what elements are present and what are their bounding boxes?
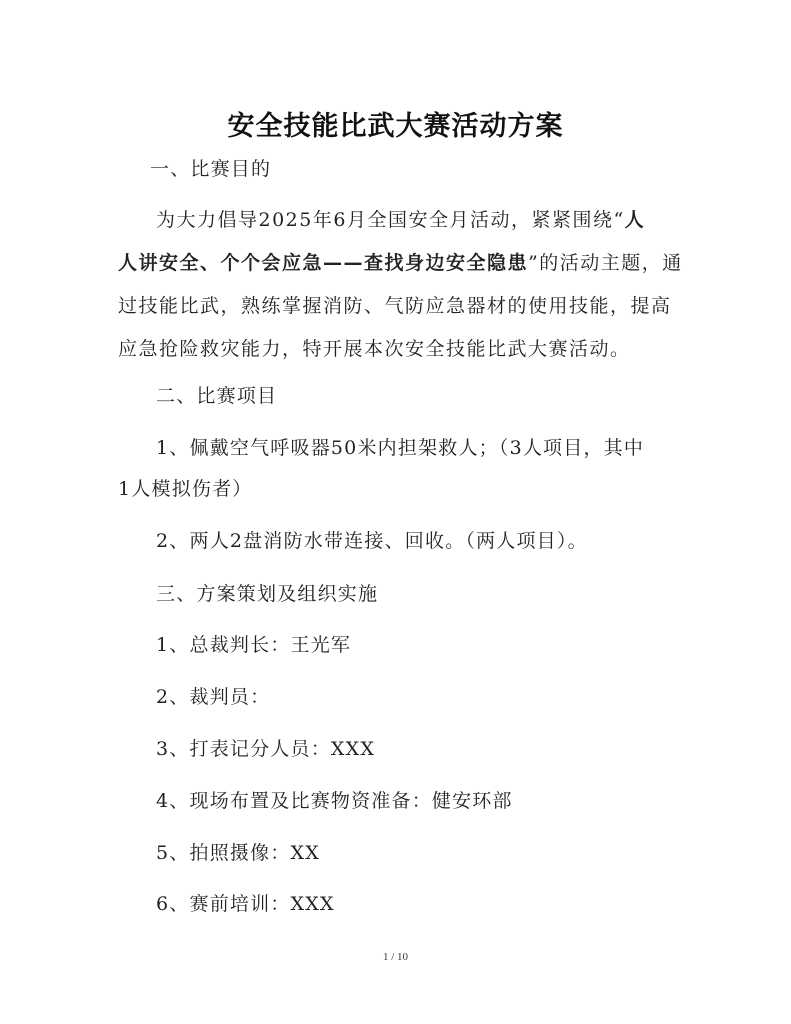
section-heading-purpose: 一、比赛目的 (150, 158, 272, 180)
intro-line-1: 为大力倡导2025年6月全国安全月活动，紧紧围绕“人 (156, 209, 646, 231)
org-item-1: 1、总裁判长：王光军 (156, 634, 352, 656)
item-2: 2、两人2盘消防水带连接、回收。（两人项目）。 (156, 530, 588, 552)
section-heading-organization: 三、方案策划及组织实施 (156, 583, 379, 605)
intro-line-4: 应急抢险救灾能力，特开展本次安全技能比武大赛活动。 (118, 338, 631, 360)
org-item-6: 6、赛前培训：XXX (156, 893, 335, 915)
org-item-4: 4、现场布置及比赛物资准备：健安环部 (156, 790, 513, 812)
page-number: 1 / 10 (382, 951, 409, 963)
document-title: 安全技能比武大赛活动方案 (227, 111, 564, 142)
intro-paragraph (118, 199, 683, 371)
org-item-2: 2、裁判员： (156, 686, 271, 708)
org-item-5: 5、拍照摄像：XX (156, 842, 320, 864)
org-item-3: 3、打表记分人员：XXX (156, 738, 376, 760)
intro-line-2: 人讲安全、个个会应急——查找身边安全隐患”的活动主题，通 (118, 252, 683, 274)
item-1-line-2: 1人模拟伤者） (118, 478, 253, 500)
item-1-line-1: 1、佩戴空气呼吸器50米内担架救人；（3人项目，其中 (156, 437, 645, 459)
intro-line-3: 过技能比武，熟练掌握消防、气防应急器材的使用技能，提高 (118, 295, 672, 317)
section-heading-items: 二、比赛项目 (156, 385, 278, 407)
